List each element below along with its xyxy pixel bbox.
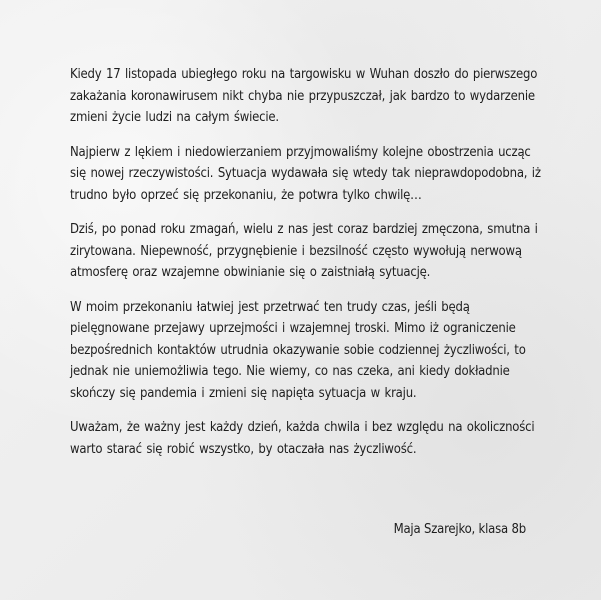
paragraph-1: Kiedy 17 listopada ubiegłego roku na targowisku w Wuhan doszło do pierwszego zakażania koronawirusem nikt chyba nie przypuszczał, jak bardzo to wydarzenie zmieni życie ludzi na całym świecie.	[70, 67, 538, 125]
paragraph-5: Uważam, że ważny jest każdy dzień, każda chwila i bez względu na okoliczności warto starać się robić wszystko, by otaczała nas życzliwość.	[70, 420, 535, 457]
letter-body	[70, 64, 550, 473]
paragraph-2: Najpierw z lękiem i niedowierzaniem przyjmowaliśmy kolejne obostrzenia ucząc się nowej rzeczywistości. Sytuacja wydawała się wtedy tak nieprawdopodobna, iż trudno było oprzeć się przekonaniu, że potwra tylko chwilę…	[70, 144, 541, 203]
signature: Maja Szarejko, klasa 8b	[393, 522, 526, 537]
paragraph-3: Dziś, po ponad roku zmagań, wielu z nas jest coraz bardziej zmęczona, smutna i zirytowana. Niepewność, przygnębienie i bezsilność często wywołują nerwową atmosferę oraz wzajemne obwinianie się o zaistniałą sytuację.	[70, 222, 538, 280]
paragraph-4: W moim przekonaniu łatwiej jest przetrwać ten trudy czas, jeśli będą pielęgnowane przejawy uprzejmości i wzajemnej troski. Mimo iż ograniczenie bezpośrednich kontaktów utrudnia okazywanie sobie codziennej życzliwości, to jednak nie uniemożliwia tego. Nie wiemy, co nas czeka, ani kiedy dokładnie skończy się pandemia i zmieni się napięta sytuacja w kraju.	[70, 299, 526, 401]
